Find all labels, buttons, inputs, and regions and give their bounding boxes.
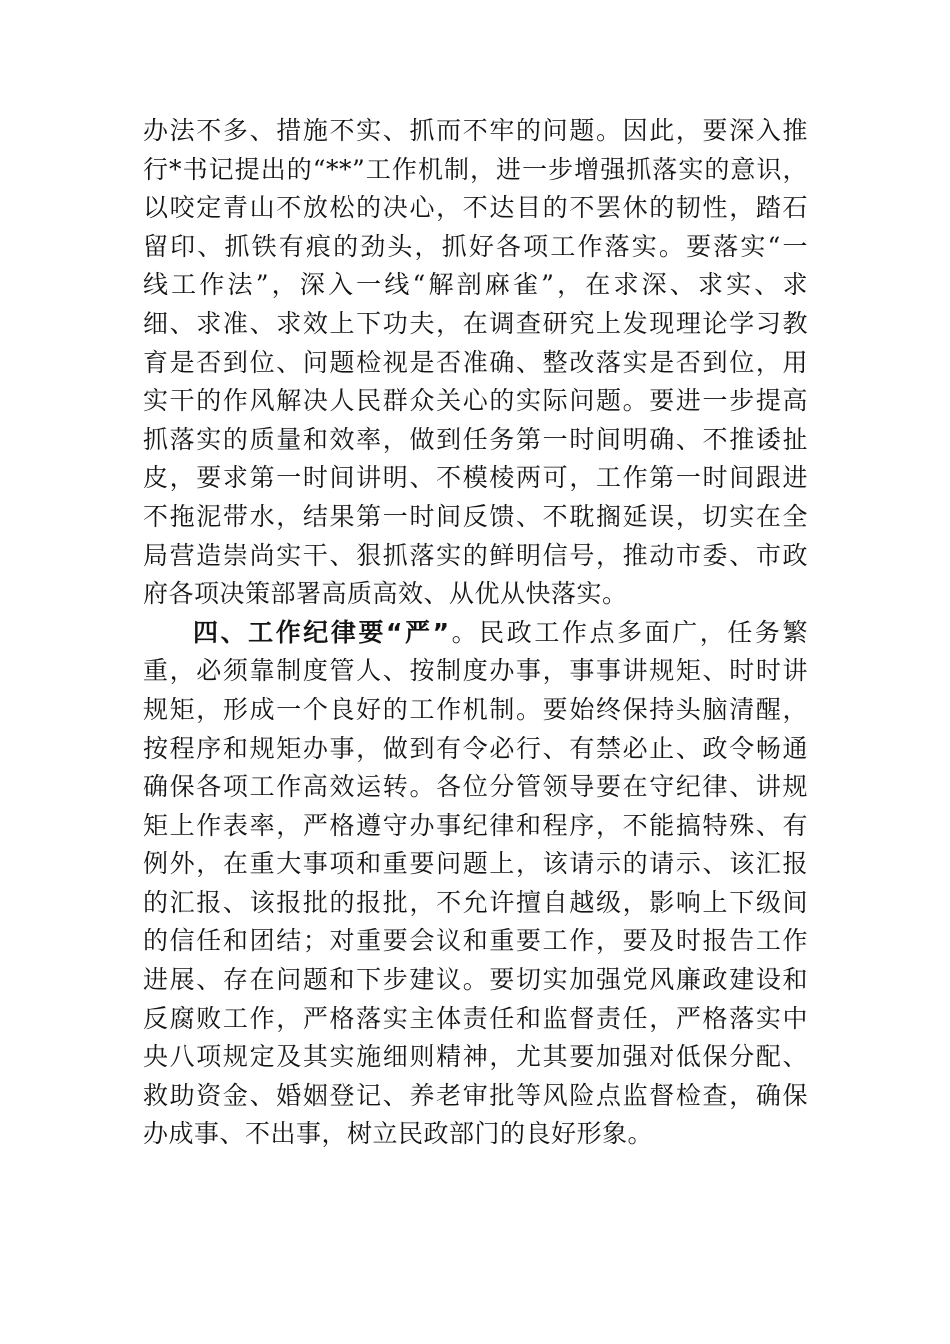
paragraph-line: 央八项规定及其实施细则精神，尤其要加强对低保分配、 bbox=[143, 1042, 808, 1072]
section-heading: 四、工作纪律要“严” bbox=[193, 617, 450, 647]
heading-line-rest: 。民政工作点多面广，任务繁 bbox=[449, 617, 808, 647]
paragraph-line: 进展、存在问题和下步建议。要切实加强党风廉政建设和 bbox=[143, 965, 808, 995]
paragraph-line: 皮，要求第一时间讲明、不模棱两可，工作第一时间跟进 bbox=[143, 463, 808, 493]
paragraph-work-discipline bbox=[143, 614, 808, 1154]
paragraph-line: 反腐败工作，严格落实主体责任和监督责任，严格落实中 bbox=[143, 1003, 808, 1033]
paragraph-line: 矩上作表率，严格遵守办事纪律和程序，不能搞特殊、有 bbox=[143, 810, 808, 840]
paragraph-line: 救助资金、婚姻登记、养老审批等风险点监督检查，确保 bbox=[143, 1080, 808, 1110]
paragraph-line: 办法不多、措施不实、抓而不牢的问题。因此，要深入推 bbox=[143, 116, 808, 145]
paragraph-line: 规矩，形成一个良好的工作机制。要始终保持头脑清醒， bbox=[143, 694, 808, 724]
paragraph-line: 的信任和团结；对重要会议和重要工作，要及时报告工作 bbox=[143, 926, 808, 956]
paragraph-line: 办成事、不出事，树立民政部门的良好形象。 bbox=[143, 1119, 654, 1149]
paragraph-line: 实干的作风解决人民群众关心的实际问题。要进一步提高 bbox=[143, 386, 808, 416]
paragraph-line: 细、求准、求效上下功夫，在调查研究上发现理论学习教 bbox=[143, 308, 808, 338]
document-body bbox=[143, 112, 808, 1154]
paragraph-line: 的汇报、该报批的报批，不允许擅自越级，影响上下级间 bbox=[143, 887, 808, 917]
paragraph-line: 确保各项工作高效运转。各位分管领导要在守纪律、讲规 bbox=[143, 772, 808, 802]
paragraph-line: 不拖泥带水，结果第一时间反馈、不耽搁延误，切实在全 bbox=[143, 501, 808, 531]
paragraph-line: 行*书记提出的“**”工作机制，进一步增强抓落实的意识， bbox=[143, 154, 808, 184]
paragraph-work-implementation bbox=[143, 112, 808, 614]
paragraph-line: 线工作法”，深入一线“解剖麻雀”，在求深、求实、求 bbox=[143, 270, 808, 300]
paragraph-line: 重，必须靠制度管人、按制度办事，事事讲规矩、时时讲 bbox=[143, 656, 808, 686]
paragraph-line: 按程序和规矩办事，做到有令必行、有禁必止、政令畅通 bbox=[143, 733, 808, 763]
paragraph-line: 留印、抓铁有痕的劲头，抓好各项工作落实。要落实“一 bbox=[143, 231, 808, 261]
paragraph-line: 抓落实的质量和效率，做到任务第一时间明确、不推诿扯 bbox=[143, 424, 808, 454]
paragraph-line: 例外，在重大事项和重要问题上，该请示的请示、该汇报 bbox=[143, 849, 808, 879]
paragraph-first-line bbox=[143, 614, 808, 653]
paragraph-line: 育是否到位、问题检视是否准确、整改落实是否到位，用 bbox=[143, 347, 808, 377]
paragraph-line: 以咬定青山不放松的决心，不达目的不罢休的韧性，踏石 bbox=[143, 193, 808, 223]
paragraph-line: 局营造崇尚实干、狠抓落实的鲜明信号，推动市委、市政 bbox=[143, 540, 808, 570]
paragraph-line: 府各项决策部署高质高效、从优从快落实。 bbox=[143, 579, 628, 609]
